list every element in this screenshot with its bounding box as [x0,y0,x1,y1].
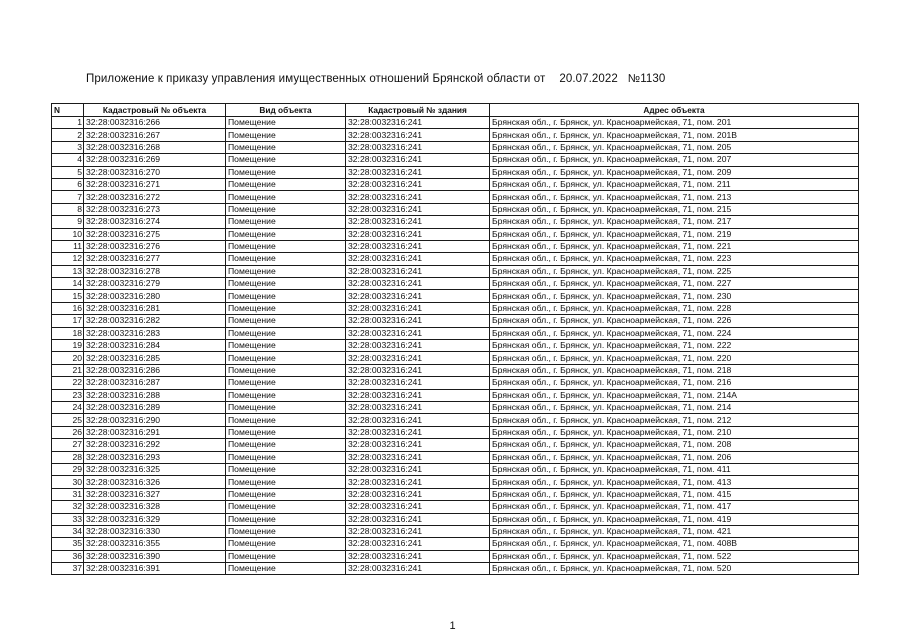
cadastral-object-cell: 32:28:0032316:280 [84,290,226,302]
cadastral-building-cell: 32:28:0032316:241 [346,302,490,314]
table-row [52,278,859,290]
row-number: 25 [52,414,84,426]
cadastral-object-cell: 32:28:0032316:330 [84,525,226,537]
object-type-cell: Помещение [226,253,346,265]
table-row [52,216,859,228]
table-row [52,129,859,141]
cadastral-building-cell: 32:28:0032316:241 [346,203,490,215]
cadastral-object-cell: 32:28:0032316:273 [84,203,226,215]
address-cell: Брянская обл., г. Брянск, ул. Красноармейская, 71, пом. 208 [490,439,859,451]
table-row [52,488,859,500]
table-row [52,154,859,166]
row-number: 29 [52,463,84,475]
object-type-cell: Помещение [226,340,346,352]
object-type-cell: Помещение [226,513,346,525]
object-type-cell: Помещение [226,228,346,240]
table-body [52,117,859,575]
cadastral-building-cell: 32:28:0032316:241 [346,191,490,203]
row-number: 21 [52,364,84,376]
row-number: 20 [52,352,84,364]
cadastral-building-cell: 32:28:0032316:241 [346,240,490,252]
row-number: 10 [52,228,84,240]
row-number: 2 [52,129,84,141]
cadastral-building-cell: 32:28:0032316:241 [346,501,490,513]
cadastral-building-cell: 32:28:0032316:241 [346,216,490,228]
row-number: 31 [52,488,84,500]
object-type-cell: Помещение [226,364,346,376]
address-cell: Брянская обл., г. Брянск, ул. Красноармейская, 71, пом. 225 [490,265,859,277]
cadastral-building-cell: 32:28:0032316:241 [346,426,490,438]
row-number: 4 [52,154,84,166]
cadastral-building-cell: 32:28:0032316:241 [346,290,490,302]
cadastral-building-cell: 32:28:0032316:241 [346,166,490,178]
cadastral-building-cell: 32:28:0032316:241 [346,265,490,277]
cadastral-object-cell: 32:28:0032316:278 [84,265,226,277]
address-cell: Брянская обл., г. Брянск, ул. Красноармейская, 71, пом. 408В [490,538,859,550]
object-type-cell: Помещение [226,488,346,500]
row-number: 32 [52,501,84,513]
address-cell: Брянская обл., г. Брянск, ул. Красноармейская, 71, пом. 206 [490,451,859,463]
cadastral-building-cell: 32:28:0032316:241 [346,228,490,240]
document-title [86,73,665,85]
address-cell: Брянская обл., г. Брянск, ул. Красноармейская, 71, пом. 219 [490,228,859,240]
cadastral-object-cell: 32:28:0032316:281 [84,302,226,314]
address-cell: Брянская обл., г. Брянск, ул. Красноармейская, 71, пом. 417 [490,501,859,513]
header-cadastral-building: Кадастровый № здания [346,104,490,117]
cadastral-object-cell: 32:28:0032316:270 [84,166,226,178]
header-cadastral-object: Кадастровый № объекта [84,104,226,117]
cadastral-object-cell: 32:28:0032316:391 [84,563,226,575]
cadastral-building-cell: 32:28:0032316:241 [346,488,490,500]
address-cell: Брянская обл., г. Брянск, ул. Красноармейская, 71, пом. 220 [490,352,859,364]
address-cell: Брянская обл., г. Брянск, ул. Красноармейская, 71, пом. 222 [490,340,859,352]
address-cell: Брянская обл., г. Брянск, ул. Красноармейская, 71, пом. 522 [490,550,859,562]
object-type-cell: Помещение [226,501,346,513]
address-cell: Брянская обл., г. Брянск, ул. Красноармейская, 71, пом. 215 [490,203,859,215]
cadastral-object-cell: 32:28:0032316:390 [84,550,226,562]
header-object-type: Вид объекта [226,104,346,117]
object-type-cell: Помещение [226,129,346,141]
object-type-cell: Помещение [226,389,346,401]
address-cell: Брянская обл., г. Брянск, ул. Красноармейская, 71, пом. 421 [490,525,859,537]
object-type-cell: Помещение [226,327,346,339]
table-row [52,228,859,240]
cadastral-building-cell: 32:28:0032316:241 [346,451,490,463]
object-type-cell: Помещение [226,463,346,475]
cadastral-object-cell: 32:28:0032316:329 [84,513,226,525]
address-cell: Брянская обл., г. Брянск, ул. Красноармейская, 71, пом. 223 [490,253,859,265]
cadastral-object-cell: 32:28:0032316:292 [84,439,226,451]
row-number: 8 [52,203,84,215]
row-number: 24 [52,401,84,413]
cadastral-object-cell: 32:28:0032316:274 [84,216,226,228]
cadastral-object-cell: 32:28:0032316:326 [84,476,226,488]
object-type-cell: Помещение [226,525,346,537]
table-row [52,389,859,401]
table-row [52,563,859,575]
table-row [52,401,859,413]
cadastral-object-cell: 32:28:0032316:283 [84,327,226,339]
cadastral-building-cell: 32:28:0032316:241 [346,538,490,550]
row-number: 11 [52,240,84,252]
cadastral-object-cell: 32:28:0032316:287 [84,377,226,389]
table-row [52,414,859,426]
cadastral-object-cell: 32:28:0032316:276 [84,240,226,252]
row-number: 6 [52,178,84,190]
address-cell: Брянская обл., г. Брянск, ул. Красноармейская, 71, пом. 213 [490,191,859,203]
object-type-cell: Помещение [226,563,346,575]
cadastral-building-cell: 32:28:0032316:241 [346,178,490,190]
cadastral-building-cell: 32:28:0032316:241 [346,315,490,327]
address-cell: Брянская обл., г. Брянск, ул. Красноармейская, 71, пом. 415 [490,488,859,500]
table-row [52,550,859,562]
header-n: N [52,104,84,117]
cadastral-building-cell: 32:28:0032316:241 [346,141,490,153]
table-row [52,538,859,550]
cadastral-object-cell: 32:28:0032316:277 [84,253,226,265]
cadastral-object-cell: 32:28:0032316:279 [84,278,226,290]
address-cell: Брянская обл., г. Брянск, ул. Красноармейская, 71, пом. 217 [490,216,859,228]
row-number: 12 [52,253,84,265]
row-number: 33 [52,513,84,525]
object-type-cell: Помещение [226,302,346,314]
table-row [52,352,859,364]
row-number: 34 [52,525,84,537]
row-number: 17 [52,315,84,327]
cadastral-object-cell: 32:28:0032316:293 [84,451,226,463]
cadastral-building-cell: 32:28:0032316:241 [346,154,490,166]
table-row [52,117,859,129]
cadastral-object-cell: 32:28:0032316:325 [84,463,226,475]
cadastral-building-cell: 32:28:0032316:241 [346,129,490,141]
object-type-cell: Помещение [226,141,346,153]
title-date: 20.07.2022 [559,73,618,85]
address-cell: Брянская обл., г. Брянск, ул. Красноармейская, 71, пом. 224 [490,327,859,339]
object-type-cell: Помещение [226,476,346,488]
address-cell: Брянская обл., г. Брянск, ул. Красноармейская, 71, пом. 226 [490,315,859,327]
row-number: 9 [52,216,84,228]
table-row [52,513,859,525]
address-cell: Брянская обл., г. Брянск, ул. Красноармейская, 71, пом. 520 [490,563,859,575]
cadastral-object-cell: 32:28:0032316:275 [84,228,226,240]
address-cell: Брянская обл., г. Брянск, ул. Красноармейская, 71, пом. 228 [490,302,859,314]
row-number: 13 [52,265,84,277]
cadastral-object-cell: 32:28:0032316:271 [84,178,226,190]
title-number: №1130 [627,73,666,85]
row-number: 16 [52,302,84,314]
table-row [52,265,859,277]
cadastral-building-cell: 32:28:0032316:241 [346,513,490,525]
cadastral-building-cell: 32:28:0032316:241 [346,117,490,129]
object-type-cell: Помещение [226,278,346,290]
property-table [51,103,859,575]
address-cell: Брянская обл., г. Брянск, ул. Красноармейская, 71, пом. 209 [490,166,859,178]
cadastral-object-cell: 32:28:0032316:290 [84,414,226,426]
row-number: 22 [52,377,84,389]
address-cell: Брянская обл., г. Брянск, ул. Красноармейская, 71, пом. 413 [490,476,859,488]
cadastral-building-cell: 32:28:0032316:241 [346,463,490,475]
address-cell: Брянская обл., г. Брянск, ул. Красноармейская, 71, пом. 230 [490,290,859,302]
table-row [52,315,859,327]
row-number: 5 [52,166,84,178]
row-number: 37 [52,563,84,575]
table-header-row [52,104,859,117]
address-cell: Брянская обл., г. Брянск, ул. Красноармейская, 71, пом. 201В [490,129,859,141]
table-row [52,203,859,215]
table-row [52,426,859,438]
cadastral-object-cell: 32:28:0032316:291 [84,426,226,438]
object-type-cell: Помещение [226,439,346,451]
row-number: 14 [52,278,84,290]
object-type-cell: Помещение [226,315,346,327]
cadastral-object-cell: 32:28:0032316:285 [84,352,226,364]
object-type-cell: Помещение [226,240,346,252]
row-number: 36 [52,550,84,562]
object-type-cell: Помещение [226,117,346,129]
row-number: 15 [52,290,84,302]
cadastral-object-cell: 32:28:0032316:267 [84,129,226,141]
table-row [52,525,859,537]
cadastral-object-cell: 32:28:0032316:327 [84,488,226,500]
cadastral-building-cell: 32:28:0032316:241 [346,439,490,451]
cadastral-building-cell: 32:28:0032316:241 [346,327,490,339]
cadastral-object-cell: 32:28:0032316:355 [84,538,226,550]
address-cell: Брянская обл., г. Брянск, ул. Красноармейская, 71, пом. 214 [490,401,859,413]
table-row [52,463,859,475]
row-number: 19 [52,340,84,352]
table-row [52,364,859,376]
table-row [52,178,859,190]
address-cell: Брянская обл., г. Брянск, ул. Красноармейская, 71, пом. 201 [490,117,859,129]
header-address: Адрес объекта [490,104,859,117]
cadastral-object-cell: 32:28:0032316:268 [84,141,226,153]
cadastral-building-cell: 32:28:0032316:241 [346,389,490,401]
cadastral-building-cell: 32:28:0032316:241 [346,340,490,352]
object-type-cell: Помещение [226,191,346,203]
row-number: 7 [52,191,84,203]
address-cell: Брянская обл., г. Брянск, ул. Красноармейская, 71, пом. 411 [490,463,859,475]
object-type-cell: Помещение [226,538,346,550]
object-type-cell: Помещение [226,451,346,463]
cadastral-building-cell: 32:28:0032316:241 [346,352,490,364]
object-type-cell: Помещение [226,166,346,178]
address-cell: Брянская обл., г. Брянск, ул. Красноармейская, 71, пом. 227 [490,278,859,290]
row-number: 30 [52,476,84,488]
object-type-cell: Помещение [226,203,346,215]
row-number: 3 [52,141,84,153]
cadastral-object-cell: 32:28:0032316:269 [84,154,226,166]
cadastral-building-cell: 32:28:0032316:241 [346,563,490,575]
table-row [52,377,859,389]
table-row [52,439,859,451]
cadastral-building-cell: 32:28:0032316:241 [346,476,490,488]
row-number: 35 [52,538,84,550]
row-number: 28 [52,451,84,463]
cadastral-building-cell: 32:28:0032316:241 [346,525,490,537]
object-type-cell: Помещение [226,414,346,426]
address-cell: Брянская обл., г. Брянск, ул. Красноармейская, 71, пом. 218 [490,364,859,376]
object-type-cell: Помещение [226,377,346,389]
object-type-cell: Помещение [226,154,346,166]
cadastral-building-cell: 32:28:0032316:241 [346,377,490,389]
title-text: Приложение к приказу управления имущественных отношений Брянской области от [86,73,546,85]
object-type-cell: Помещение [226,216,346,228]
cadastral-object-cell: 32:28:0032316:328 [84,501,226,513]
table-row [52,501,859,513]
address-cell: Брянская обл., г. Брянск, ул. Красноармейская, 71, пом. 214А [490,389,859,401]
row-number: 1 [52,117,84,129]
object-type-cell: Помещение [226,550,346,562]
table-row [52,253,859,265]
table-row [52,451,859,463]
row-number: 18 [52,327,84,339]
table-row [52,191,859,203]
cadastral-building-cell: 32:28:0032316:241 [346,364,490,376]
cadastral-object-cell: 32:28:0032316:272 [84,191,226,203]
address-cell: Брянская обл., г. Брянск, ул. Красноармейская, 71, пом. 211 [490,178,859,190]
cadastral-object-cell: 32:28:0032316:266 [84,117,226,129]
object-type-cell: Помещение [226,265,346,277]
object-type-cell: Помещение [226,401,346,413]
table-row [52,240,859,252]
row-number: 27 [52,439,84,451]
object-type-cell: Помещение [226,290,346,302]
table-row [52,340,859,352]
cadastral-object-cell: 32:28:0032316:286 [84,364,226,376]
cadastral-object-cell: 32:28:0032316:289 [84,401,226,413]
cadastral-building-cell: 32:28:0032316:241 [346,278,490,290]
row-number: 26 [52,426,84,438]
cadastral-building-cell: 32:28:0032316:241 [346,414,490,426]
table-row [52,166,859,178]
address-cell: Брянская обл., г. Брянск, ул. Красноармейская, 71, пом. 419 [490,513,859,525]
address-cell: Брянская обл., г. Брянск, ул. Красноармейская, 71, пом. 210 [490,426,859,438]
address-cell: Брянская обл., г. Брянск, ул. Красноармейская, 71, пом. 216 [490,377,859,389]
cadastral-building-cell: 32:28:0032316:241 [346,401,490,413]
object-type-cell: Помещение [226,178,346,190]
row-number: 23 [52,389,84,401]
cadastral-object-cell: 32:28:0032316:288 [84,389,226,401]
table-row [52,302,859,314]
cadastral-object-cell: 32:28:0032316:282 [84,315,226,327]
cadastral-building-cell: 32:28:0032316:241 [346,253,490,265]
address-cell: Брянская обл., г. Брянск, ул. Красноармейская, 71, пом. 205 [490,141,859,153]
object-type-cell: Помещение [226,352,346,364]
address-cell: Брянская обл., г. Брянск, ул. Красноармейская, 71, пом. 221 [490,240,859,252]
table-row [52,141,859,153]
object-type-cell: Помещение [226,426,346,438]
table-row [52,290,859,302]
cadastral-object-cell: 32:28:0032316:284 [84,340,226,352]
cadastral-building-cell: 32:28:0032316:241 [346,550,490,562]
page-number: 1 [449,620,456,632]
address-cell: Брянская обл., г. Брянск, ул. Красноармейская, 71, пом. 207 [490,154,859,166]
table-row [52,327,859,339]
address-cell: Брянская обл., г. Брянск, ул. Красноармейская, 71, пом. 212 [490,414,859,426]
table-row [52,476,859,488]
